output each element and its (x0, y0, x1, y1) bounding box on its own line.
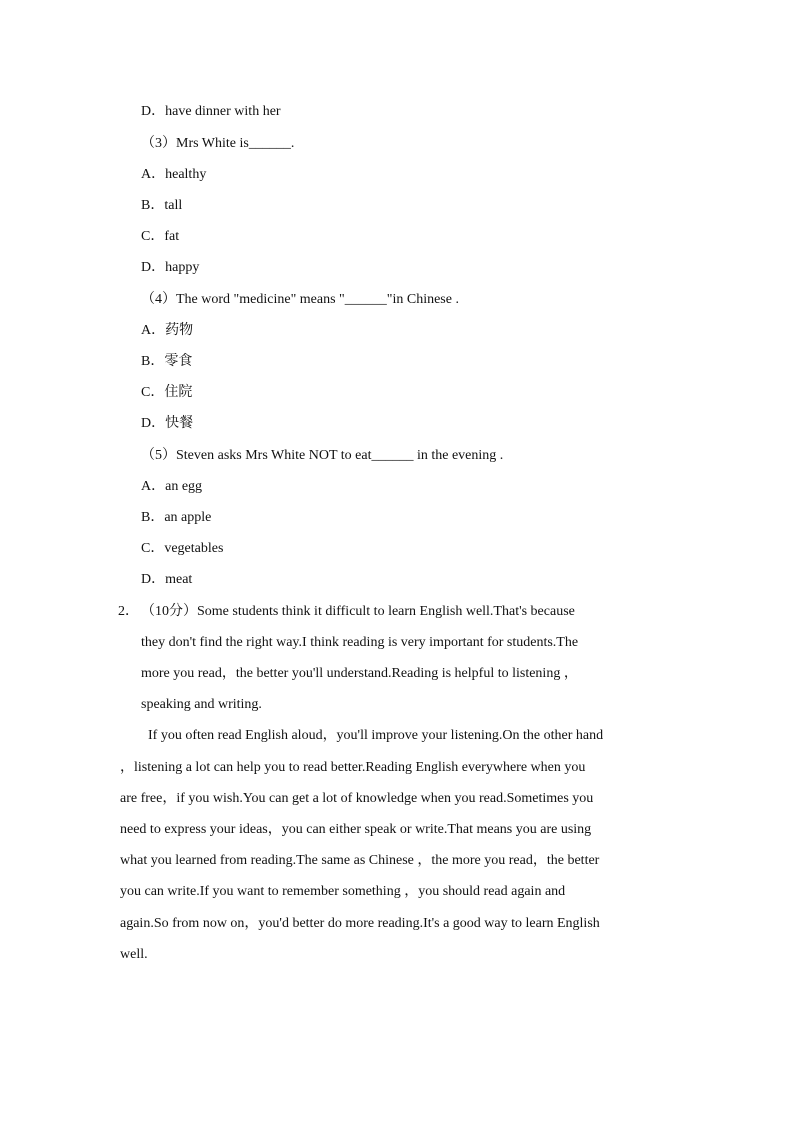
q3-option-c: C．fat (141, 229, 180, 244)
q3-option-b: B．tall (141, 198, 183, 213)
passage-para2-line-3: are free，if you wish.You can get a lot of knowledge when you read.Sometimes you (120, 791, 594, 806)
q4-option-a: A．药物 (141, 323, 194, 338)
passage-line-3: more you read，the better you'll understand.Reading is helpful to listening ， (141, 666, 578, 681)
q3-option-a: A．healthy (141, 167, 207, 182)
q5-option-a: A．an egg (141, 479, 203, 494)
q5-option-c: C．vegetables (141, 541, 224, 556)
q5-option-b: B．an apple (141, 510, 212, 525)
passage-para2-line-1: If you often read English aloud，you'll improve your listening.On the other hand (148, 728, 604, 743)
passage-para2-line-6: you can write.If you want to remember something ，you should read again and (120, 884, 566, 899)
question-3-stem: （3）Mrs White is______. (141, 136, 295, 151)
passage-para2-line-8: well. (120, 947, 148, 962)
passage-para2-line-2: ，listening a lot can help you to read better.Reading English everywhere when you (120, 760, 586, 775)
passage-para2-line-7: again.So from now on，you'd better do more reading.It's a good way to learn English (120, 916, 600, 931)
q4-option-c: C．住院 (141, 385, 193, 400)
q5-option-d: D．meat (141, 572, 193, 587)
passage-line-4: speaking and writing. (141, 697, 262, 712)
passage-para2-line-5: what you learned from reading.The same as Chinese ，the more you read，the better (120, 853, 600, 868)
passage-line-1: （10分）Some students think it difficult to learn English well.That's because (141, 604, 575, 619)
question-5-stem: （5）Steven asks Mrs White NOT to eat______ in the evening . (141, 448, 504, 463)
q3-option-d: D．happy (141, 260, 200, 275)
question-2-number: 2． (118, 604, 139, 619)
q4-option-b: B．零食 (141, 354, 193, 369)
q2-option-d: D．have dinner with her (141, 104, 281, 119)
passage-para2-line-4: need to express your ideas，you can either speak or write.That means you are using (120, 822, 592, 837)
passage-line-2: they don't find the right way.I think reading is very important for students.The (141, 635, 579, 650)
q4-option-d: D．快餐 (141, 416, 194, 431)
question-4-stem: （4）The word "medicine" means "______"in Chinese . (141, 292, 459, 307)
